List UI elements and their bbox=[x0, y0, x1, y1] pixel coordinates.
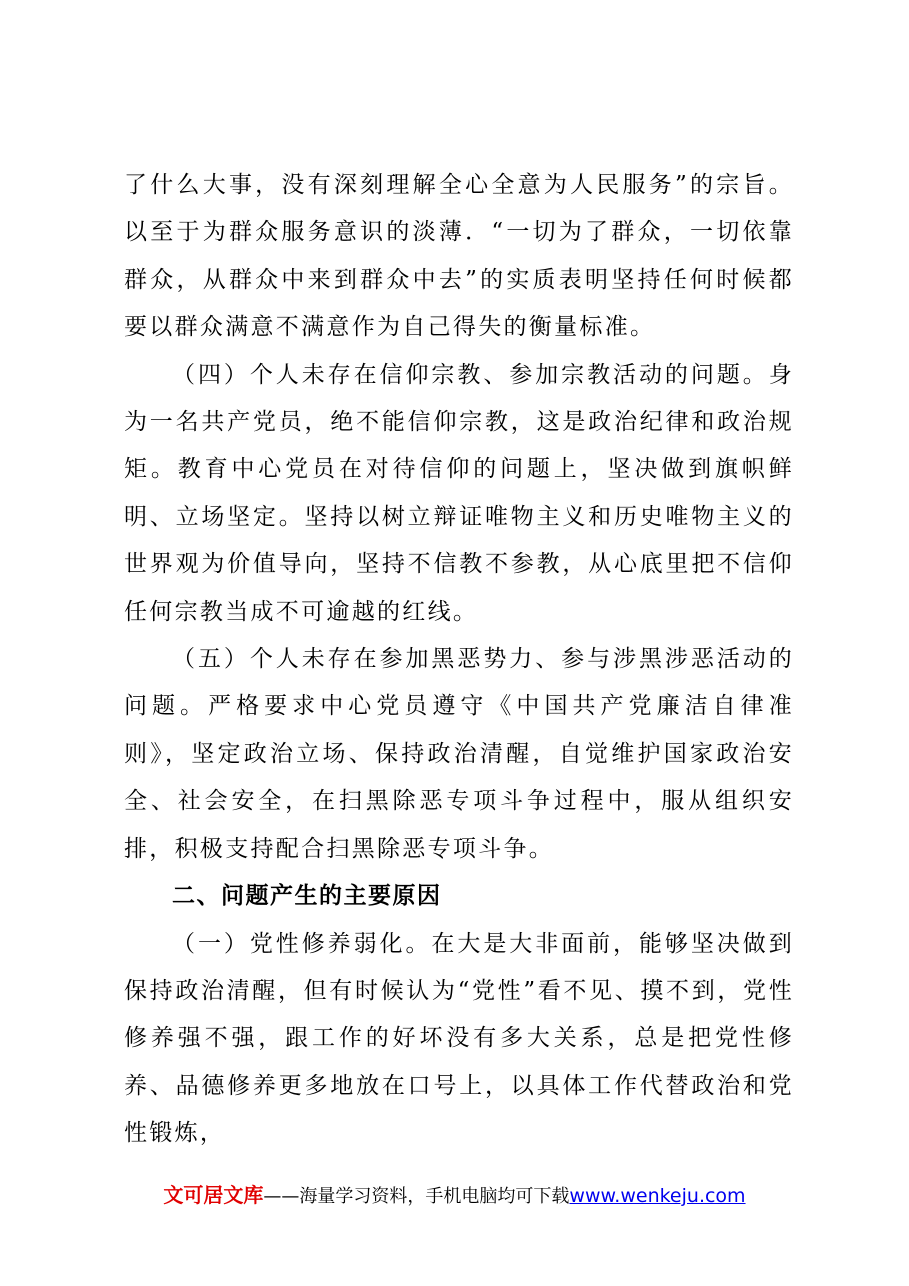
document-body bbox=[124, 162, 794, 1158]
paragraph-item-one: （一）党性修养弱化。在大是大非面前，能够坚决做到保持政治清醒，但有时候认为“党性”看不见、摸不到，党性修养强不强，跟工作的好坏没有多大关系，总是把党性修养、品德修养更多地放在口号上，以具体工作代替政治和党性锻炼， bbox=[124, 930, 794, 1147]
footer-brand: 文可居文库 bbox=[163, 1183, 264, 1207]
footer-tagline: 海量学习资料，手机电脑均可下载 bbox=[299, 1186, 570, 1207]
paragraph-continuation: 了什么大事，没有深刻理解全心全意为人民服务”的宗旨。以至于为群众服务意识的淡薄．“一切为了群众，一切依靠群众，从群众中来到群众中去”的实质表明坚持任何时候都要以群众满意不满意作为自己得失的衡量标准。 bbox=[124, 172, 794, 341]
paragraph-item-four: （四）个人未存在信仰宗教、参加宗教活动的问题。身为一名共产党员，绝不能信仰宗教，这是政治纪律和政治规矩。教育中心党员在对待信仰的问题上，坚决做到旗帜鲜明、立场坚定。坚持以树立辩证唯物主义和历史唯物主义的世界观为价值导向，坚持不信教不参教，从心底里把不信仰任何宗教当成不可逾越的红线。 bbox=[124, 361, 794, 625]
footer-dash: —— bbox=[263, 1186, 300, 1207]
section-heading: 二、问题产生的主要原因 bbox=[172, 883, 442, 910]
footer-banner bbox=[0, 1183, 909, 1209]
paragraph-item-five: （五）个人未存在参加黑恶势力、参与涉黑涉恶活动的问题。严格要求中心党员遵守《中国共产党廉洁自律准则》，坚定政治立场、保持政治清醒，自觉维护国家政治安全、社会安全，在扫黑除恶专项斗争过程中，服从组织安排，积极支持配合扫黑除恶专项斗争。 bbox=[124, 646, 794, 862]
footer-link[interactable]: www.wenkeju.com bbox=[569, 1185, 746, 1207]
